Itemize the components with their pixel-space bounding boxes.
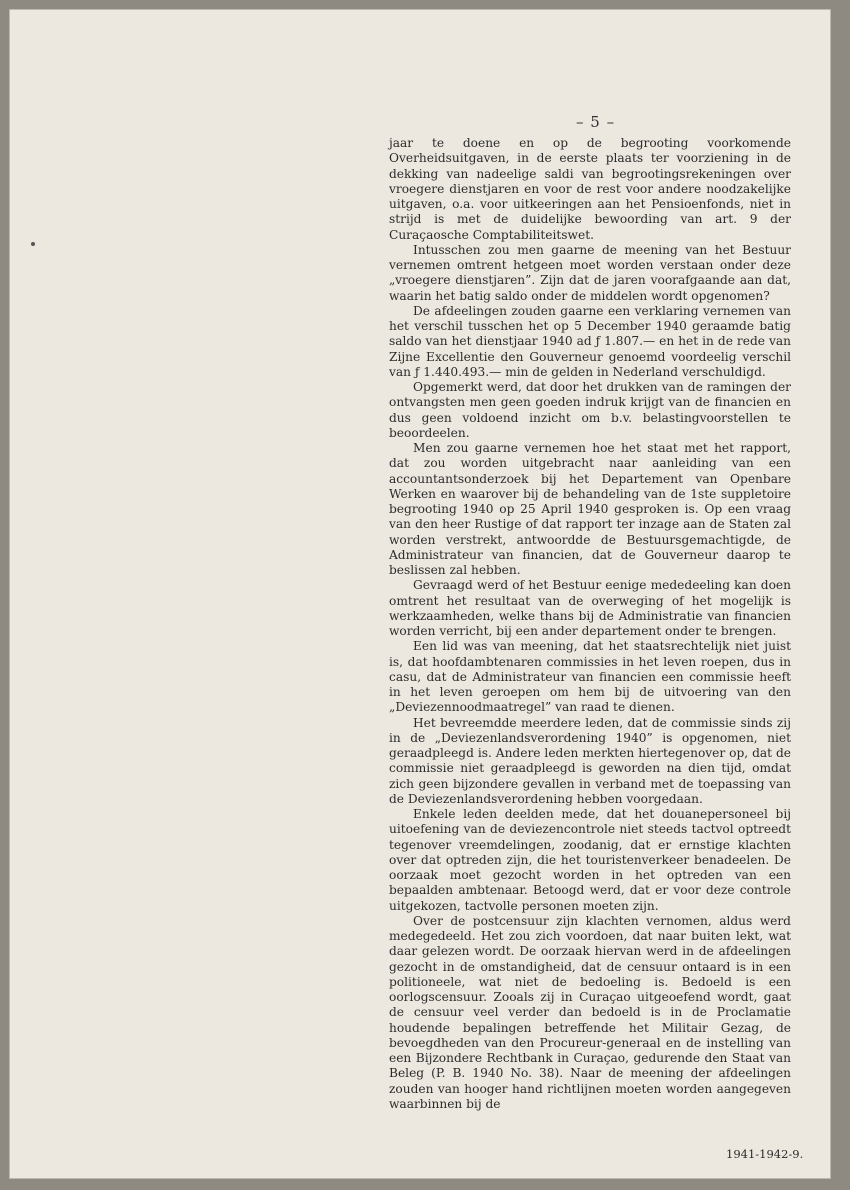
paragraph: jaar te doene en op de begrooting voorkomende Overheidsuitgaven, in de eerste plaats ter voorziening in de dekking van nadeelige saldi van begrootingsrekeningen over vroegere dienstjaren en voor de rest voor andere noodzakelijke uitgaven, o.a. voor uitkeeringen aan het Pensioenfonds, niet in strijd is met de duidelijke bewoording van art. 9 der Curaçaosche Comptabiliteitswet. (389, 136, 791, 242)
paragraph: Opgemerkt werd, dat door het drukken van de ramingen der ontvangsten men geen goeden indruk krijgt van de financien en dus geen voldoend inzicht om b.v. belastingvoorstellen te beoordeelen. (389, 380, 791, 440)
document-code: 1941-1942-9. (726, 1147, 804, 1161)
paragraph: Men zou gaarne vernemen hoe het staat met het rapport, dat zou worden uitgebracht naar aanleiding van een accountantsonderzoek bij het Departement van Openbare Werken en waarover bij de behandeling van de 1ste suppletoire begrooting 1940 op 25 April 1940 gesproken is. Op een vraag van den heer Rustige of dat rapport ter inzage aan de Staten zal worden verstrekt, antwoordde de Bestuursgemachtigde, de Administrateur van financien, dat de Gouverneur daarop te beslissen zal hebben. (389, 441, 791, 577)
paragraph: Een lid was van meening, dat het staatsrechtelijk niet juist is, dat hoofdambtenaren commissies in het leven roepen, dus in casu, dat de Administrateur van financien een commissie heeft in het leven geroepen om hem bij de uitvoering van den „Deviezennoodmaatregel” van raad te dienen. (389, 639, 791, 715)
paragraph: Gevraagd werd of het Bestuur eenige mededeeling kan doen omtrent het resultaat van de overweging of het mogelijk is werkzaamheden, welke thans bij de Administratie van financien worden verricht, bij een ander departement onder te brengen. (389, 578, 791, 638)
paragraph: Het bevreemdde meerdere leden, dat de commissie sinds zij in de „Deviezenlandsverordening 1940” is opgenomen, niet geraadpleegd is. Andere leden merkten hiertegenover op, dat de commissie niet geraadpleegd is geworden na dien tijd, omdat zich geen bijzondere gevallen in verband met de toepassing van de Deviezenlandsverordening hebben voorgedaan. (389, 715, 791, 806)
document-page (10, 10, 830, 1178)
body-text (389, 136, 791, 1112)
paragraph: Over de postcensuur zijn klachten vernomen, aldus werd medegedeeld. Het zou zich voordoen, dat naar buiten lekt, wat daar gelezen wordt. De oorzaak hiervan werd in de afdeelingen gezocht in de omstandigheid, dat de censuur ontaard is in een politioneele, wat niet de bedoeling is. Bedoeld is een oorlogscensuur. Zooals zij in Curaçao uitgeoefend wordt, gaat de censuur veel verder dan bedoeld is in de Proclamatie houdende bepalingen betreffende het Militair Gezag, de bevoegdheden van den Procureur-generaal en de instelling van een Bijzondere Rechtbank in Curaçao, gedurende den Staat van Beleg (P. B. 1940 No. 38). Naar de meening der afdeelingen zouden van hooger hand richtlijnen moeten worden aangegeven waarbinnen bij de (389, 913, 791, 1111)
page-number: – 5 – (576, 113, 616, 131)
paragraph: Enkele leden deelden mede, dat het douanepersoneel bij uitoefening van de deviezencontrole niet steeds tactvol optreedt tegenover vreemdelingen, zoodanig, dat er ernstige klachten over dat optreden zijn, die het touristenverkeer benadeelen. De oorzaak moet gezocht worden in het optreden van een bepaalden ambtenaar. Betoogd werd, dat er voor deze controle uitgekozen, tactvolle personen moeten zijn. (389, 807, 791, 913)
paragraph: De afdeelingen zouden gaarne een verklaring vernemen van het verschil tusschen het op 5 December 1940 geraamde batig saldo van het dienstjaar 1940 ad ƒ 1.807.— en het in de rede van Zijne Excellentie den Gouverneur genoemd voordeelig verschil van ƒ 1.440.493.— min de gelden in Nederland verschuldigd. (389, 303, 791, 379)
paragraph: Intusschen zou men gaarne de meening van het Bestuur vernemen omtrent hetgeen moet worden verstaan onder deze „vroegere dienstjaren”. Zijn dat de jaren voorafgaande aan dat, waarin het batig saldo onder de middelen wordt opgenomen? (389, 242, 791, 303)
margin-dot (31, 242, 35, 246)
